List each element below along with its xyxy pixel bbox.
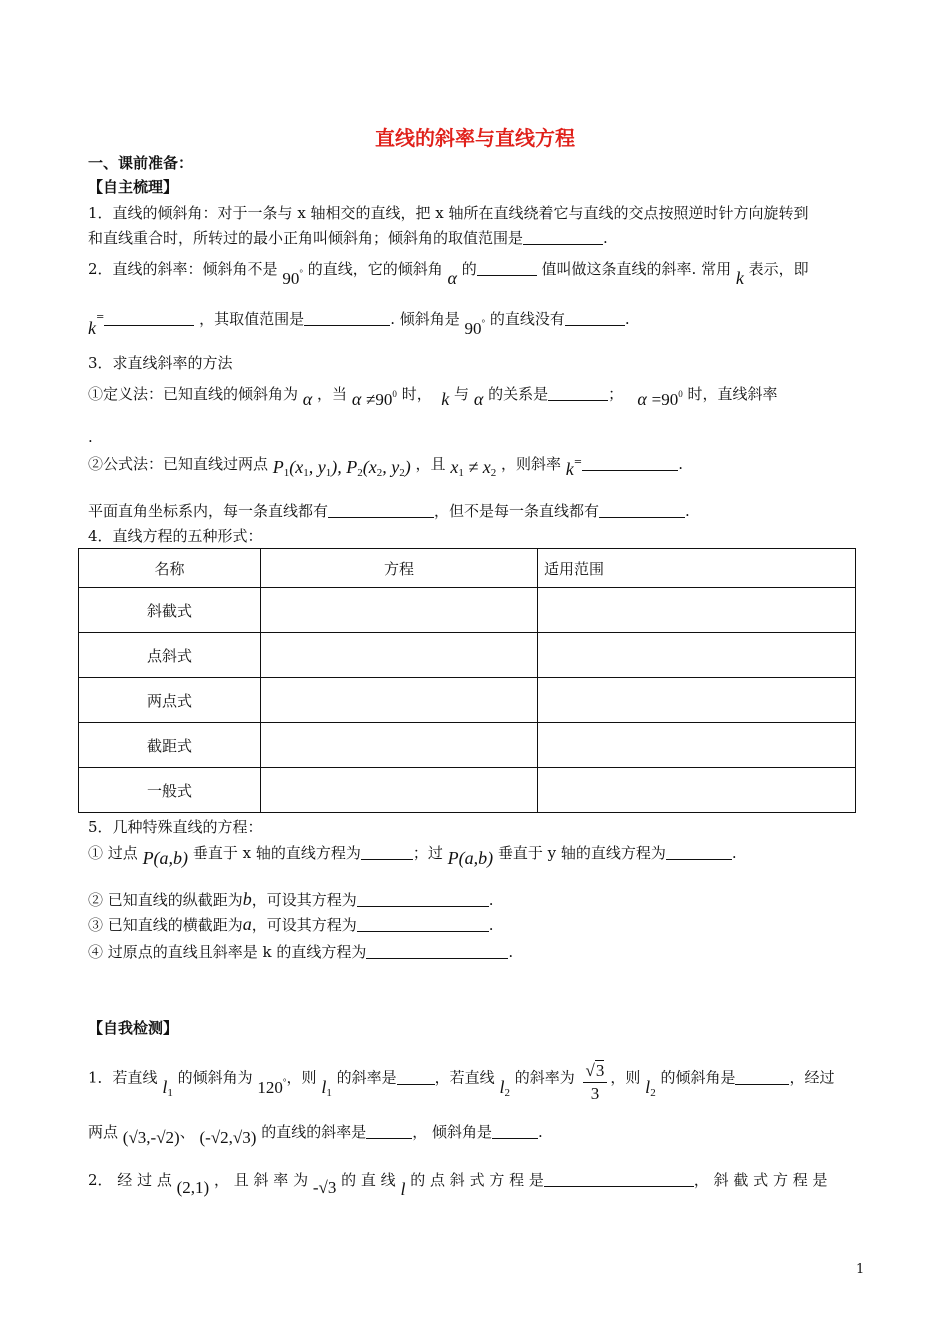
answer-blank	[361, 843, 413, 860]
q1-text-b: 的倾斜角为	[177, 1068, 253, 1087]
item2-text-h: 的直线没有	[489, 310, 565, 328]
math-eq90: $=90^0$	[651, 389, 683, 409]
math-point-2-1: (2,1)	[176, 1178, 210, 1197]
q1-text-e: ，若直线	[434, 1068, 495, 1087]
table-cell-form-name: 两点式	[79, 678, 261, 723]
line-equation-forms-table	[78, 548, 856, 813]
item2-text-c: 的	[461, 260, 477, 278]
item2-text-f: ，其取值范围是	[199, 310, 305, 328]
math-90deg: 90°	[282, 268, 303, 288]
item5-line3: ③ 已知直线的横截距为a，可设其方程为 .	[88, 914, 494, 934]
item3a-text: ①定义法：已知直线的倾斜角为	[88, 385, 299, 403]
item1-line1: 1．直线的倾斜角：对于一条与 x 轴相交的直线，把 x 轴所在直线绕着它与直线的交点按照逆时针方向旋转到	[88, 204, 809, 222]
math-k: k	[565, 459, 574, 479]
item5a-text: ① 过点	[88, 844, 138, 862]
question1-line2: 两点 (√3,-√2)、 (-√2,√3) 的直线的斜率是 ， 倾斜角是 .	[88, 1123, 543, 1147]
question1-line1	[88, 1056, 835, 1101]
item2-text-a: 2．直线的斜率：倾斜角不是	[88, 260, 278, 278]
answer-blank	[666, 843, 732, 860]
item3a-text-2: ，当	[317, 385, 348, 403]
item2-line2: k= ，其取值范围是 . 倾斜角是 90° 的直线没有 .	[88, 310, 630, 338]
q1-text-i: ，经过	[789, 1068, 835, 1087]
page-title: 直线的斜率与直线方程	[375, 126, 575, 150]
item3a-text-7: 时，直线斜率	[687, 385, 778, 403]
math-l: l	[400, 1179, 406, 1199]
math-x1-neq-x2: $x_1 \ne x_2$	[450, 457, 497, 479]
math-b: b	[242, 889, 252, 909]
q1-text-f: 的斜率为	[514, 1068, 575, 1087]
table-cell-equation[interactable]	[261, 633, 538, 678]
answer-blank	[477, 259, 537, 276]
answer-blank	[357, 890, 489, 907]
math-l2: $l_2$	[499, 1076, 510, 1099]
answer-blank	[492, 1122, 538, 1139]
answer-blank	[565, 309, 625, 326]
answer-blank	[544, 1170, 694, 1187]
q1-text-h: 的倾斜角是	[660, 1068, 736, 1087]
answer-blank	[523, 228, 603, 245]
answer-blank	[548, 384, 608, 401]
math-point-p: P(a,b)	[142, 848, 189, 868]
table-cell-scope[interactable]	[538, 678, 856, 723]
item3b-text-3: ，则斜率	[501, 455, 562, 473]
q2-text-e: ， 斜 截 式 方 程 是	[693, 1171, 828, 1189]
answer-blank	[328, 501, 434, 518]
item2-text-g: . 倾斜角是	[390, 310, 460, 328]
item3b-text-2: ，且	[415, 455, 446, 473]
math-k: k	[735, 268, 744, 288]
answer-blank	[735, 1068, 789, 1085]
table-header-equation: 方程	[261, 549, 538, 588]
answer-blank	[104, 309, 194, 326]
answer-blank	[397, 1068, 435, 1085]
table-header-row	[79, 549, 856, 588]
table-header-name: 名称	[79, 549, 261, 588]
q1-text-j: 两点	[88, 1123, 119, 1141]
answer-blank	[582, 454, 678, 471]
item5-line2: ② 已知直线的纵截距为b，可设其方程为 .	[88, 889, 494, 909]
item5c-text: ③ 已知直线的横截距为	[88, 916, 243, 934]
item3-coordinate-note: 平面直角坐标系内，每一条直线都有 ，但不是每一条直线都有 .	[88, 502, 690, 520]
math-neg-sqrt3: -√3	[312, 1178, 337, 1197]
math-alpha: α	[447, 268, 457, 288]
math-eq: =	[573, 457, 583, 468]
math-fraction-sqrt3-over-3: $\frac{√3}{3}$	[583, 1060, 608, 1105]
answer-blank	[366, 1122, 412, 1139]
math-l1: $l_1$	[162, 1076, 173, 1099]
item5a-text-4: 垂直于 y 轴的直线方程为	[497, 844, 666, 862]
table-cell-form-name: 截距式	[79, 723, 261, 768]
math-a: a	[242, 914, 252, 934]
item5-heading: 5．几种特殊直线的方程：	[88, 818, 263, 836]
table-cell-equation[interactable]	[261, 588, 538, 633]
item3-definition-method	[88, 377, 778, 409]
item3-heading: 3．求直线斜率的方法	[88, 354, 233, 372]
math-l1: $l_1$	[321, 1076, 332, 1099]
item2-line1	[88, 252, 809, 288]
table-row	[79, 633, 856, 678]
item3c-text-2: ，但不是每一条直线都有	[434, 502, 600, 520]
item5-line4: ④ 过原点的直线且斜率是 k 的直线方程为 .	[88, 943, 514, 961]
math-90deg: 90°	[464, 318, 486, 338]
page-number: 1	[856, 1262, 865, 1277]
table-cell-scope[interactable]	[538, 768, 856, 813]
table-cell-form-name: 点斜式	[79, 633, 261, 678]
item3a-text-5: 的关系是	[488, 385, 549, 403]
math-alpha: α	[473, 389, 484, 409]
q2-text-a: 2． 经 过 点	[88, 1171, 172, 1189]
item5c-text-2: ，可设其方程为	[251, 916, 357, 934]
section-heading-preparation: 一、课前准备：	[88, 154, 194, 172]
q1-text-k: 、	[179, 1123, 195, 1141]
table-cell-equation[interactable]	[261, 678, 538, 723]
item5a-text-2: 垂直于 x 轴的直线方程为	[192, 844, 361, 862]
table-header-scope: 适用范围	[538, 549, 856, 588]
question2-line1	[88, 1168, 828, 1199]
math-point-1: (√3,-√2)	[122, 1128, 180, 1147]
math-point-p: P(a,b)	[447, 848, 494, 868]
item3b-text: ②公式法：已知直线过两点	[88, 455, 269, 473]
item2-text-e: 表示，即	[748, 260, 809, 278]
q2-text-c: 的 直 线	[341, 1171, 396, 1189]
math-two-points: $P_1(x_1$, $y_1$), $P_2(x_2$, $y_2$)	[272, 457, 411, 479]
item2-text-b: 的直线，它的倾斜角	[307, 260, 443, 278]
table-cell-scope[interactable]	[538, 723, 856, 768]
math-alpha: α	[302, 389, 313, 409]
table-row	[79, 678, 856, 723]
subheading-self-test: 【自我检测】	[88, 1019, 179, 1037]
item5b-text-2: ，可设其方程为	[251, 891, 357, 909]
table-row	[79, 768, 856, 813]
item5b-text: ② 已知直线的纵截距为	[88, 891, 243, 909]
table-cell-scope[interactable]	[538, 633, 856, 678]
item3-formula-method: ②公式法：已知直线过两点 $P_1(x_1$, $y_1$), $P_2(x_2$, $y_2$) ，且 $x_1 \ne x_2$ ，则斜率 k= .	[88, 455, 683, 479]
item2-text-d: 值叫做这条直线的斜率. 常用	[541, 260, 732, 278]
q1-text-d: 的斜率是	[336, 1068, 397, 1087]
answer-blank	[304, 309, 390, 326]
math-neq90: $\ne 90^0$	[366, 389, 397, 409]
q1-text-a: 1．若直线	[88, 1068, 158, 1087]
table-cell-equation[interactable]	[261, 768, 538, 813]
q1-text-m: ， 倾斜角是	[412, 1123, 492, 1141]
item5-line1: ① 过点 P(a,b) 垂直于 x 轴的直线方程为 ；过 P(a,b) 垂直于 y 轴的直线方程为 .	[88, 844, 737, 868]
q1-text-g: ，则	[610, 1068, 641, 1087]
q1-text-l: 的直线的斜率是	[261, 1123, 367, 1141]
table-row	[79, 588, 856, 633]
math-alpha: α	[351, 389, 362, 409]
answer-blank	[599, 501, 685, 518]
table-cell-form-name: 一般式	[79, 768, 261, 813]
subheading-self-review: 【自主梳理】	[88, 178, 179, 196]
table-row	[79, 723, 856, 768]
answer-blank	[357, 915, 489, 932]
q2-text-b: ， 且 斜 率 为	[214, 1171, 309, 1189]
item1-line2: 和直线重合时，所转过的最小正角叫倾斜角；倾斜角的取值范围是 .	[88, 229, 608, 247]
item5a-text-3: ；过	[412, 844, 443, 862]
item5d-text: ④ 过原点的直线且斜率是 k 的直线方程为	[88, 943, 367, 961]
math-k: k	[441, 389, 450, 409]
math-alpha: α	[637, 389, 647, 409]
item3c-text: 平面直角坐标系内，每一条直线都有	[88, 502, 329, 520]
math-l2: $l_2$	[645, 1076, 656, 1099]
math-k: k	[88, 318, 96, 338]
table-cell-form-name: 斜截式	[79, 588, 261, 633]
table-cell-equation[interactable]	[261, 723, 538, 768]
q2-text-d: 的 点 斜 式 方 程 是	[410, 1171, 544, 1189]
item3a-text-6: ；	[608, 385, 624, 403]
table-cell-scope[interactable]	[538, 588, 856, 633]
q1-text-c: ，则	[286, 1068, 317, 1087]
math-point-2: (-√2,√3)	[199, 1128, 257, 1147]
item1-text: 和直线重合时，所转过的最小正角叫倾斜角；倾斜角的取值范围是	[88, 229, 524, 247]
item3a-text-3: 时，	[401, 385, 432, 403]
item3a-text-4: 与	[454, 385, 470, 403]
math-120deg: 120°	[257, 1076, 287, 1097]
item4-heading: 4．直线方程的五种形式：	[88, 527, 263, 545]
math-eq: =	[96, 312, 105, 323]
item3-period: .	[88, 428, 93, 446]
answer-blank	[366, 942, 508, 959]
